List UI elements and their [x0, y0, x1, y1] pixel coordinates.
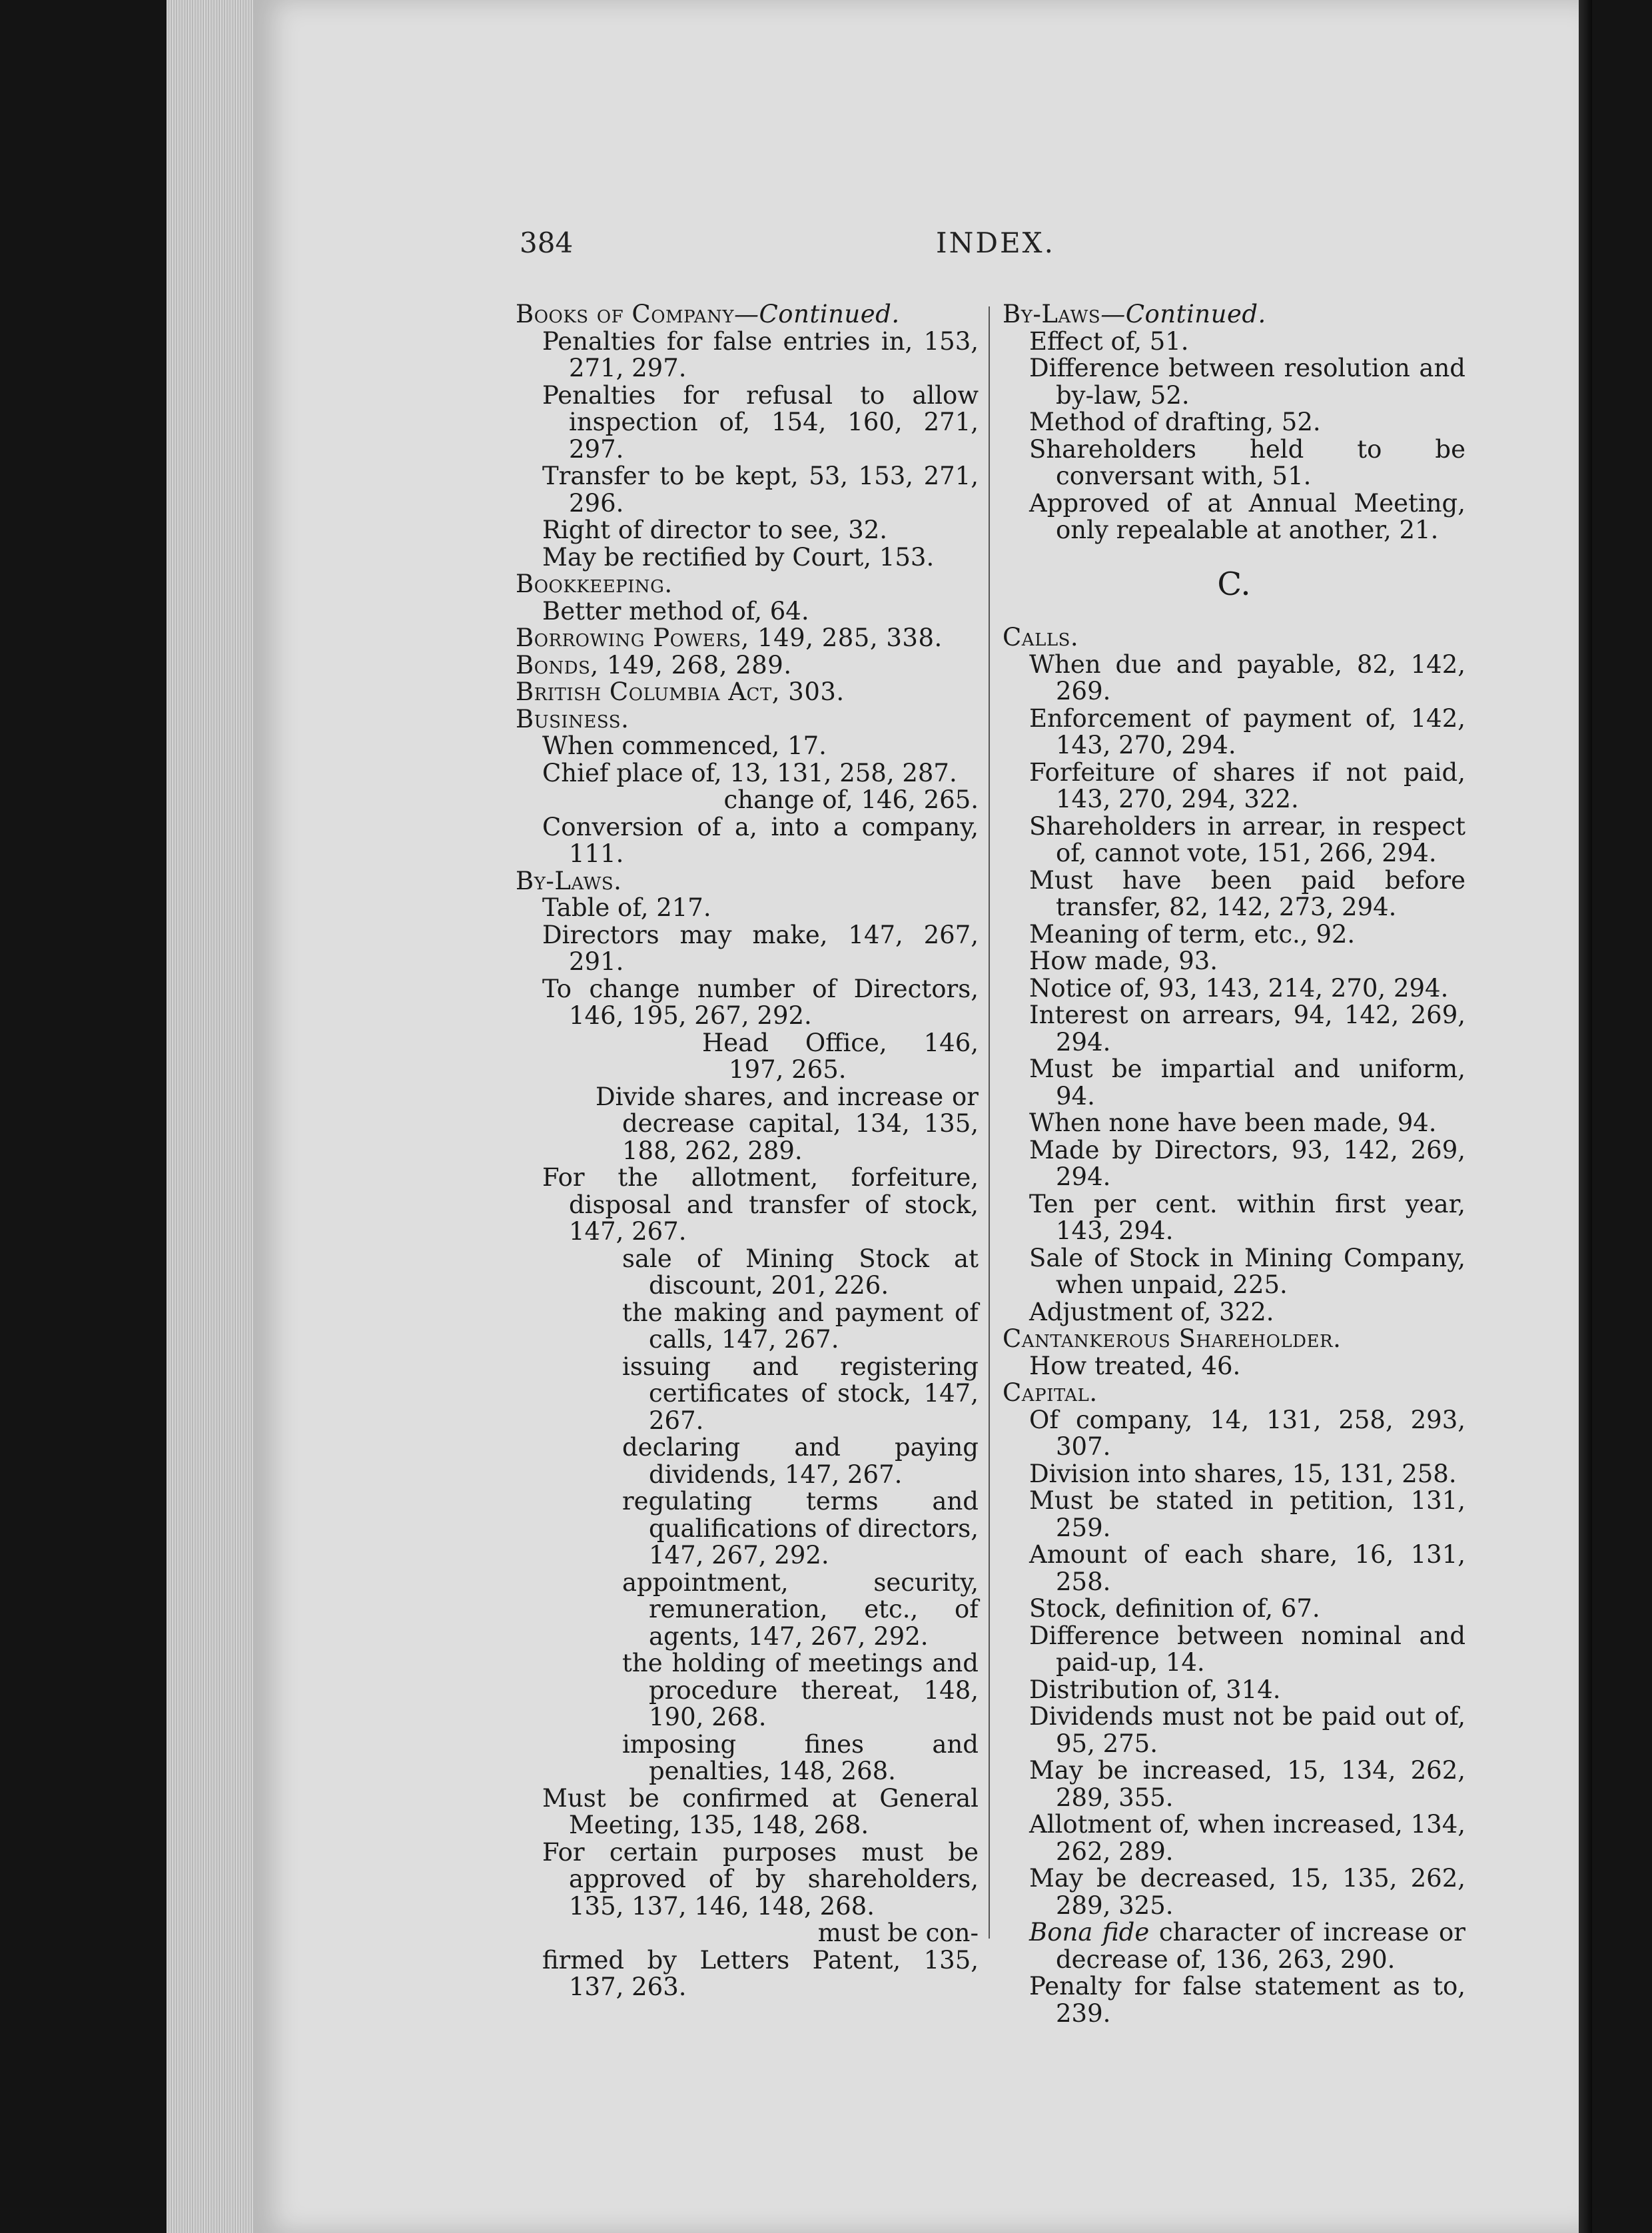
index-entry [1029, 490, 1465, 544]
index-entry [1029, 1919, 1465, 1973]
index-entry-text: Divide shares, and increase or decrease capital, 134, 135, 188, 262, 289. [596, 1082, 979, 1165]
index-entry-text: Method of drafting, 52. [1029, 408, 1321, 436]
continued-label: —Continued. [733, 300, 900, 328]
page-header [0, 226, 1652, 266]
index-entry [1029, 759, 1465, 813]
index-entry-text: Head Office, 146, 197, 265. [702, 1028, 979, 1084]
index-entry-text: Better method of, 64. [542, 596, 809, 626]
index-entry [1029, 1110, 1465, 1137]
index-entry [1029, 1595, 1465, 1623]
index-entry [1029, 1056, 1465, 1110]
running-title: INDEX. [936, 226, 1055, 259]
index-heading-text: Calls. [1003, 623, 1079, 652]
index-entry [1029, 921, 1465, 949]
index-entry-text: For the allotment, forfeiture, disposal and transfer of stock, 147, 267. [542, 1163, 979, 1246]
index-entry [1029, 1973, 1465, 2027]
index-entry-text: Must be confirmed at General Meeting, 135, 148, 268. [542, 1783, 979, 1839]
index-entry [1029, 1461, 1465, 1488]
index-entry-text: Penalties for refusal to allow inspection of, 154, 160, 271, 297. [542, 380, 979, 464]
index-entry-text: For certain purposes must be approved of by shareholders, 135, 137, 146, 148, 268. [542, 1837, 979, 1921]
index-entry-text: Difference between nominal and paid-up, 14. [1029, 1621, 1465, 1677]
index-entry-text: Effect of, 51. [1029, 326, 1189, 356]
index-entry [1029, 1811, 1465, 1865]
index-entry [1029, 409, 1465, 436]
index-heading-text: Cantankerous Shareholder. [1003, 1324, 1342, 1353]
index-entry [622, 1650, 979, 1731]
index-heading-text: British Columbia Act, 303. [516, 677, 845, 706]
index-entry [622, 1569, 979, 1651]
index-column-right [1003, 301, 1465, 2027]
index-entry [1029, 328, 1465, 356]
index-entry [1029, 355, 1465, 409]
index-column-left [516, 301, 979, 2001]
index-entry-text: the making and payment of calls, 147, 267. [622, 1298, 979, 1354]
index-entry [1029, 867, 1465, 921]
index-heading-text: By-Laws [1003, 300, 1101, 328]
index-entry-text: Notice of, 93, 143, 214, 270, 294. [1029, 973, 1449, 1003]
index-heading-text: Business. [516, 704, 629, 733]
index-entry-text: Made by Directors, 93, 142, 269, 294. [1029, 1135, 1465, 1191]
index-entry-text: character of increase or decrease of, 136, 263, 290. [1056, 1918, 1465, 1974]
index-entry-text: Must have been paid before transfer, 82, 142, 273, 294. [1029, 865, 1465, 921]
index-entry [542, 544, 979, 572]
index-entry-text: Amount of each share, 16, 131, 258. [1029, 1540, 1465, 1596]
index-entry-text: Forfeiture of shares if not paid, 143, 270, 294, 322. [1029, 757, 1465, 813]
index-entry-text: Allotment of, when increased, 134, 262, 289. [1029, 1810, 1465, 1866]
index-entry [542, 814, 979, 868]
index-entry-text: declaring and paying dividends, 147, 267. [622, 1433, 979, 1489]
index-entry-text: issuing and registering certificates of stock, 147, 267. [622, 1352, 979, 1435]
index-entry [1029, 1865, 1465, 1919]
index-entry [1029, 1623, 1465, 1677]
index-entry [542, 1947, 979, 2001]
index-entry-text: To change number of Directors, 146, 195, 267, 292. [542, 974, 979, 1030]
index-entry-text: Must be impartial and uniform, 94. [1029, 1055, 1465, 1111]
index-entry-text: Enforcement of payment of, 142, 143, 270, 294. [1029, 703, 1465, 759]
index-entry [1029, 813, 1465, 867]
index-entry-text: Interest on arrears, 94, 142, 269, 294. [1029, 1001, 1465, 1057]
index-heading-text: Bookkeeping. [516, 570, 673, 598]
index-heading-text: Bonds, 149, 268, 289. [516, 650, 792, 679]
index-entry [542, 517, 979, 544]
index-entry [542, 733, 979, 760]
index-entry-text: Division into shares, 15, 131, 258. [1029, 1459, 1457, 1488]
index-entry [542, 328, 979, 382]
index-entry [542, 598, 979, 626]
index-heading [1003, 624, 1465, 652]
index-heading [516, 679, 979, 706]
index-entry [542, 895, 979, 922]
index-entry-text: When none have been made, 94. [1029, 1109, 1437, 1137]
index-entry [596, 1084, 979, 1165]
index-heading [516, 868, 979, 895]
index-entry-text: May be rectified by Court, 153. [542, 542, 935, 572]
index-entry-text: How made, 93. [1029, 947, 1218, 975]
index-entry [542, 463, 979, 517]
index-entry [1029, 652, 1465, 705]
index-entry [622, 1488, 979, 1569]
index-entry-text: regulating terms and qualifications of directors, 147, 267, 292. [622, 1487, 979, 1569]
index-entry [1029, 1677, 1465, 1704]
index-entry-text: When commenced, 17. [542, 731, 827, 760]
index-entry [542, 976, 979, 1030]
index-entry [542, 787, 979, 814]
index-entry [622, 1246, 979, 1300]
index-heading-text: Books of Company [516, 300, 734, 328]
index-entry-text: Approved of at Annual Meeting, only repealable at another, 21. [1029, 488, 1465, 544]
index-entry [1029, 1137, 1465, 1191]
index-entry [1029, 1353, 1465, 1380]
index-entry [1029, 1299, 1465, 1326]
index-entry-text: Sale of Stock in Mining Company, when unpaid, 225. [1029, 1243, 1465, 1299]
index-entry-text: change of, 146, 265. [723, 785, 979, 814]
index-entry-text: Directors may make, 147, 267, 291. [542, 920, 979, 976]
index-entry-text: Shareholders held to be conversant with, 51. [1029, 434, 1465, 490]
index-entry [1029, 1407, 1465, 1461]
index-entry [1029, 1245, 1465, 1299]
index-entry-text: Must be stated in petition, 131, 259. [1029, 1486, 1465, 1542]
index-heading [516, 652, 979, 679]
index-entry-text: Right of director to see, 32. [542, 516, 888, 544]
index-entry-text: Conversion of a, into a company, 111. [542, 812, 979, 868]
index-entry [542, 922, 979, 976]
index-heading [516, 301, 979, 328]
column-divider [989, 306, 990, 1939]
index-entry-text: the holding of meetings and procedure thereat, 148, 190, 268. [622, 1649, 979, 1731]
index-entry-text: firmed by Letters Patent, 135, 137, 263. [542, 1945, 979, 2001]
index-entry [622, 1434, 979, 1488]
index-entry-text: When due and payable, 82, 142, 269. [1029, 650, 1465, 705]
index-entry [1029, 1703, 1465, 1757]
index-heading-text: Borrowing Powers, 149, 285, 338. [516, 624, 943, 652]
index-entry [622, 1300, 979, 1354]
index-entry [1029, 948, 1465, 975]
index-entry [542, 1785, 979, 1839]
index-heading [516, 706, 979, 733]
index-entry [542, 382, 979, 464]
index-entry [622, 1354, 979, 1435]
index-entry [1029, 705, 1465, 759]
index-entry-text: Chief place of, 13, 131, 258, 287. [542, 758, 957, 787]
italic-term: Bona fide [1029, 1918, 1150, 1947]
index-entry-text: Shareholders in arrear, in respect of, cannot vote, 151, 266, 294. [1029, 811, 1465, 867]
index-entry [542, 1920, 979, 1947]
index-entry [1029, 1002, 1465, 1056]
index-entry-text: Stock, definition of, 67. [1029, 1594, 1320, 1623]
index-heading [1003, 1326, 1465, 1353]
index-entry-text: Meaning of term, etc., 92. [1029, 919, 1356, 949]
index-entry-text: appointment, security, remuneration, etc., of agents, 147, 267, 292. [622, 1567, 979, 1651]
index-entry-text: Penalties for false entries in, 153, 271, 297. [542, 326, 979, 382]
index-heading [1003, 1380, 1465, 1407]
index-entry [1029, 436, 1465, 490]
index-entry-text: Difference between resolution and by-law, 52. [1029, 354, 1465, 410]
index-entry [1029, 1191, 1465, 1245]
index-entry-text: Ten per cent. within first year, 143, 294. [1029, 1189, 1465, 1245]
index-heading [516, 571, 979, 598]
index-heading-text: Capital. [1003, 1378, 1098, 1407]
index-entry-text: Of company, 14, 131, 258, 293, 307. [1029, 1405, 1465, 1461]
index-entry [542, 760, 979, 787]
index-entry [1029, 1542, 1465, 1595]
index-entry [1029, 1488, 1465, 1542]
index-entry-text: Distribution of, 314. [1029, 1675, 1281, 1704]
index-entry-text: May be decreased, 15, 135, 262, 289, 325. [1029, 1864, 1465, 1920]
index-entry [542, 1164, 979, 1246]
book-gutter [1579, 0, 1592, 2233]
index-entry-text: Adjustment of, 322. [1029, 1297, 1274, 1326]
index-entry-text: Penalty for false statement as to, 239. [1029, 1972, 1465, 2028]
index-entry-text: May be increased, 15, 134, 262, 289, 355. [1029, 1756, 1465, 1812]
index-heading [516, 625, 979, 652]
index-heading [1003, 301, 1465, 328]
index-entry-text: Table of, 217. [542, 893, 711, 922]
index-entry-text: How treated, 46. [1029, 1351, 1241, 1380]
index-entry [702, 1030, 979, 1084]
index-entry-text: Transfer to be kept, 53, 153, 271, 296. [542, 462, 979, 518]
index-entry [622, 1731, 979, 1785]
index-entry-text: must be con- [817, 1919, 979, 1947]
index-heading-text: By-Laws. [516, 866, 622, 895]
index-entry [542, 1839, 979, 1921]
index-entry-text: sale of Mining Stock at discount, 201, 226. [622, 1244, 979, 1300]
section-letter: C. [1217, 565, 1251, 603]
page-edges [167, 0, 266, 2233]
index-entry-text: Dividends must not be paid out of, 95, 275. [1029, 1702, 1465, 1758]
continued-label: —Continued. [1100, 300, 1266, 328]
index-entry [1029, 1757, 1465, 1811]
page-number: 384 [520, 226, 574, 259]
index-entry-text: imposing fines and penalties, 148, 268. [622, 1729, 979, 1785]
index-entry [1029, 975, 1465, 1003]
